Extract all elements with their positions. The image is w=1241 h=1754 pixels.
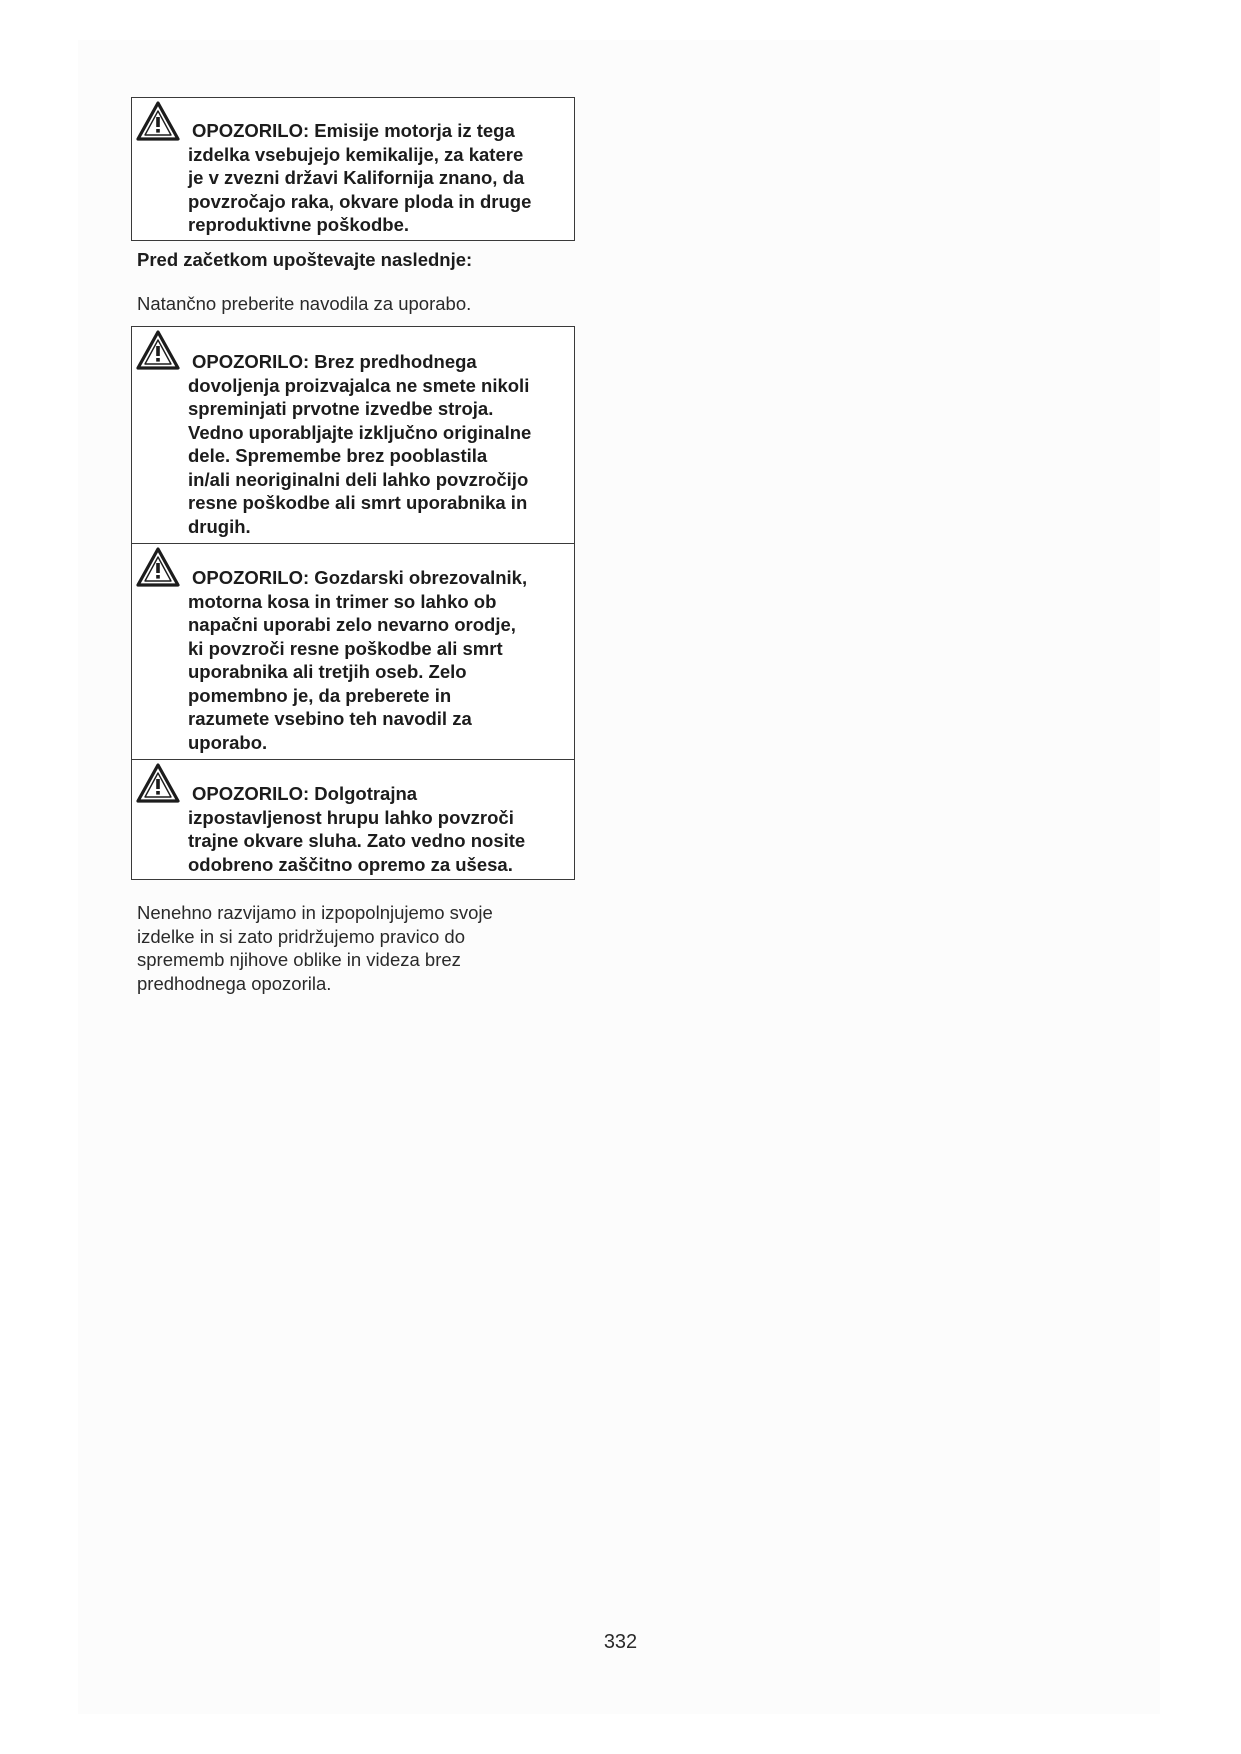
section-heading: Pred začetkom upoštevajte naslednje: xyxy=(137,249,473,270)
warning-modification-text: OPOZORILO: Brez predhodnega dovoljenja proizvajalca ne smete nikoli spreminjati prvotne izvedbe stroja. Vedno uporabljajte izključno originalne dele. Spremembe brez pooblastila in/ali neoriginalni deli lahko povzročijo resne poškodbe ali smrt uporabnika in drugih. xyxy=(188,351,532,537)
warning-modification xyxy=(132,327,574,543)
warning-dangerous-tool xyxy=(132,543,574,759)
closing-text: Nenehno razvijamo in izpopolnjujemo svoje izdelke in si zato pridržujemo pravico do sprememb njihove oblike in videza brez predhodnega opozorila. xyxy=(137,902,493,994)
warning-triangle-icon xyxy=(136,100,180,142)
warning-noise-text: OPOZORILO: Dolgotrajna izpostavljenost hrupu lahko povzroči trajne okvare sluha. Zato vedno nosite odobreno zaščitno opremo za ušesa. xyxy=(188,783,526,875)
warning-box-emissions xyxy=(131,97,575,241)
warning-box-main xyxy=(131,326,575,880)
warning-triangle-icon xyxy=(136,762,180,804)
warning-emissions-text: OPOZORILO: Emisije motorja iz tega izdelka vsebujejo kemikalije, za katere je v zvezni državi Kalifornija znano, da povzročajo raka, okvare ploda in druge reproduktivne poškodbe. xyxy=(188,120,532,235)
page-number: 332 xyxy=(603,1631,638,1653)
intro-text: Natančno preberite navodila za uporabo. xyxy=(137,293,472,314)
warning-dangerous-tool-text: OPOZORILO: Gozdarski obrezovalnik, motorna kosa in trimer so lahko ob napačni uporabi zelo nevarno orodje, ki povzroči resne poškodbe ali smrt uporabnika ali tretjih oseb. Zelo pomembno je, da preberete in razumete vsebino teh navodil za uporabo. xyxy=(188,567,528,753)
warning-triangle-icon xyxy=(136,329,180,371)
warning-triangle-icon xyxy=(136,546,180,588)
warning-emissions xyxy=(132,98,574,239)
warning-noise xyxy=(132,759,574,878)
